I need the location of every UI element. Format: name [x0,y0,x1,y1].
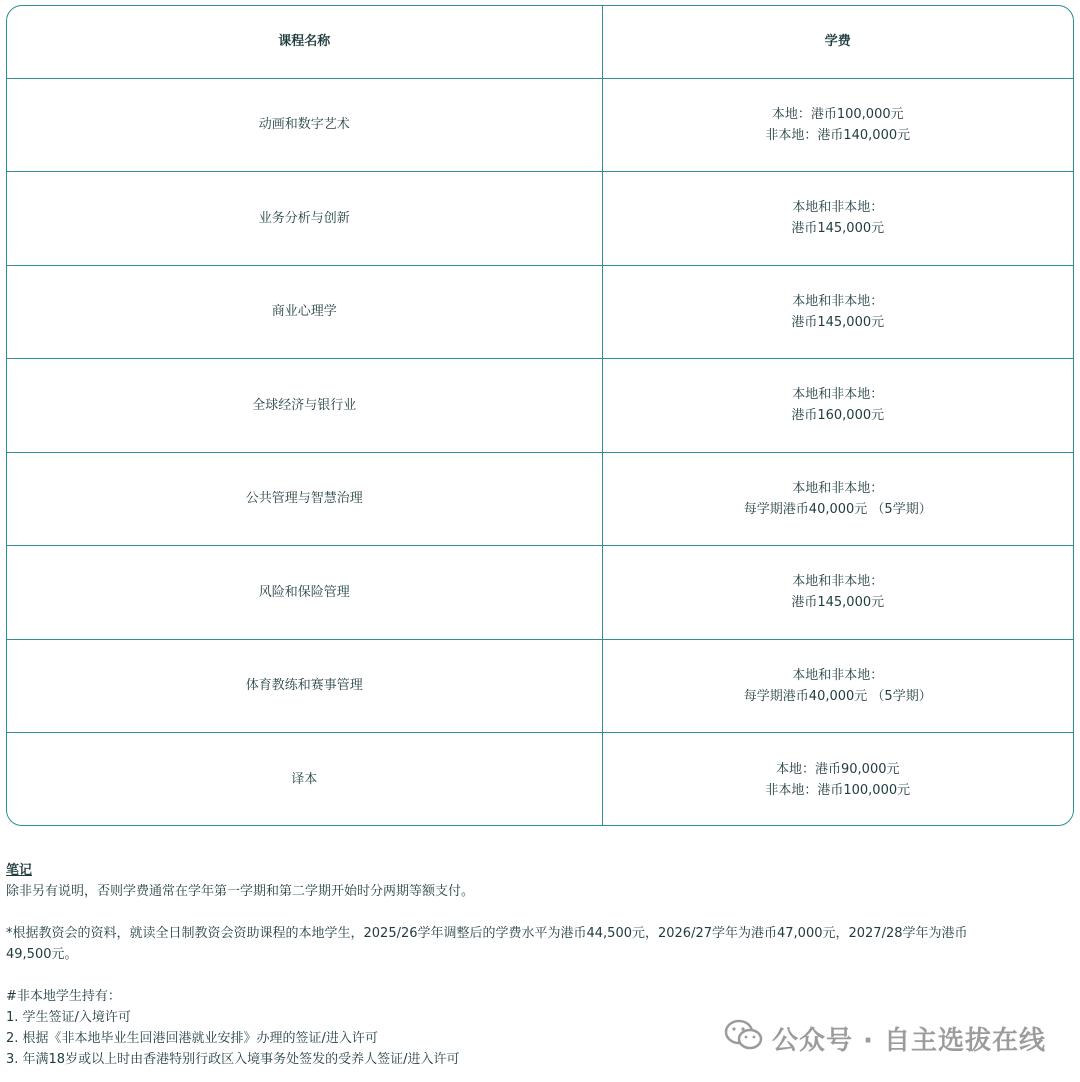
tuition-cell [602,265,1073,359]
tuition-line: 本地和非本地： [792,574,884,590]
tuition-line: 本地：港币100,000元 [771,106,904,122]
table-row [7,78,1073,172]
watermark [724,1018,1046,1059]
tuition-line: 每学期港币40,000元 （5学期） [743,688,932,704]
list-item: 1. 学生签证/入境许可 [6,1010,131,1025]
list-item: 3. 年满18岁或以上时由香港特别行政区入境事务处签发的受养人签证/进入许可 [6,1052,460,1067]
tuition-line: 本地和非本地： [792,667,884,683]
tuition-cell [602,546,1073,640]
tuition-cell [602,639,1073,733]
tuition-table-container [6,5,1074,826]
tuition-line: 非本地：港币100,000元 [765,782,911,798]
notes-title: 笔记 [6,863,33,878]
tuition-cell [602,452,1073,546]
tuition-line: 本地和非本地： [792,200,884,216]
tuition-cell [602,359,1073,453]
table-row [7,359,1073,453]
tuition-table [7,6,1073,826]
table-row [7,639,1073,733]
tuition-line: 港币145,000元 [791,221,885,237]
tuition-line: 本地和非本地： [792,387,884,403]
table-row [7,452,1073,546]
tuition-line: 本地和非本地： [792,293,884,309]
course-name-cell: 风险和保险管理 [7,546,602,640]
table-row [7,546,1073,640]
notes-ugc-text-part1: *根据教资会的资料，就读全日制教资会资助课程的本地学生，2025/26学年调整后的学费水平为港币44,500元，2026/27学年为港币47,000元，2027/28学年为港币 [6,926,968,941]
tuition-line: 港币145,000元 [791,595,885,611]
course-name-cell: 商业心理学 [7,265,602,359]
tuition-line: 港币145,000元 [791,314,885,330]
table-row [7,265,1073,359]
header-tuition: 学费 [602,6,1073,78]
tuition-cell [602,733,1073,827]
notes-ugc-text-part2: 49,500元。 [6,947,78,962]
table-header-row [7,6,1073,78]
course-name-cell: 动画和数字艺术 [7,78,602,172]
notes-nonlocal-heading: #非本地学生持有： [6,989,121,1004]
watermark-text: 公众号 · 自主选拔在线 [772,1026,1046,1056]
table-row [7,172,1073,266]
tuition-line: 每学期港币40,000元 （5学期） [743,501,932,517]
table-row [7,733,1073,827]
tuition-cell [602,172,1073,266]
course-name-cell: 公共管理与智慧治理 [7,452,602,546]
tuition-cell [602,78,1073,172]
wechat-icon [724,1018,764,1059]
course-name-cell: 全球经济与银行业 [7,359,602,453]
course-name-cell: 译本 [7,733,602,827]
course-name-cell: 体育教练和赛事管理 [7,639,602,733]
tuition-line: 港币160,000元 [791,408,885,424]
list-item: 2. 根据《非本地毕业生回港回港就业安排》办理的签证/进入许可 [6,1031,378,1046]
notes-payment-text: 除非另有说明，否则学费通常在学年第一学期和第二学期开始时分两期等额支付。 [6,884,475,899]
tuition-line: 本地：港币90,000元 [776,761,900,777]
header-course-name: 课程名称 [7,6,602,78]
tuition-line: 本地和非本地： [792,480,884,496]
course-name-cell: 业务分析与创新 [7,172,602,266]
tuition-line: 非本地：港币140,000元 [765,127,911,143]
